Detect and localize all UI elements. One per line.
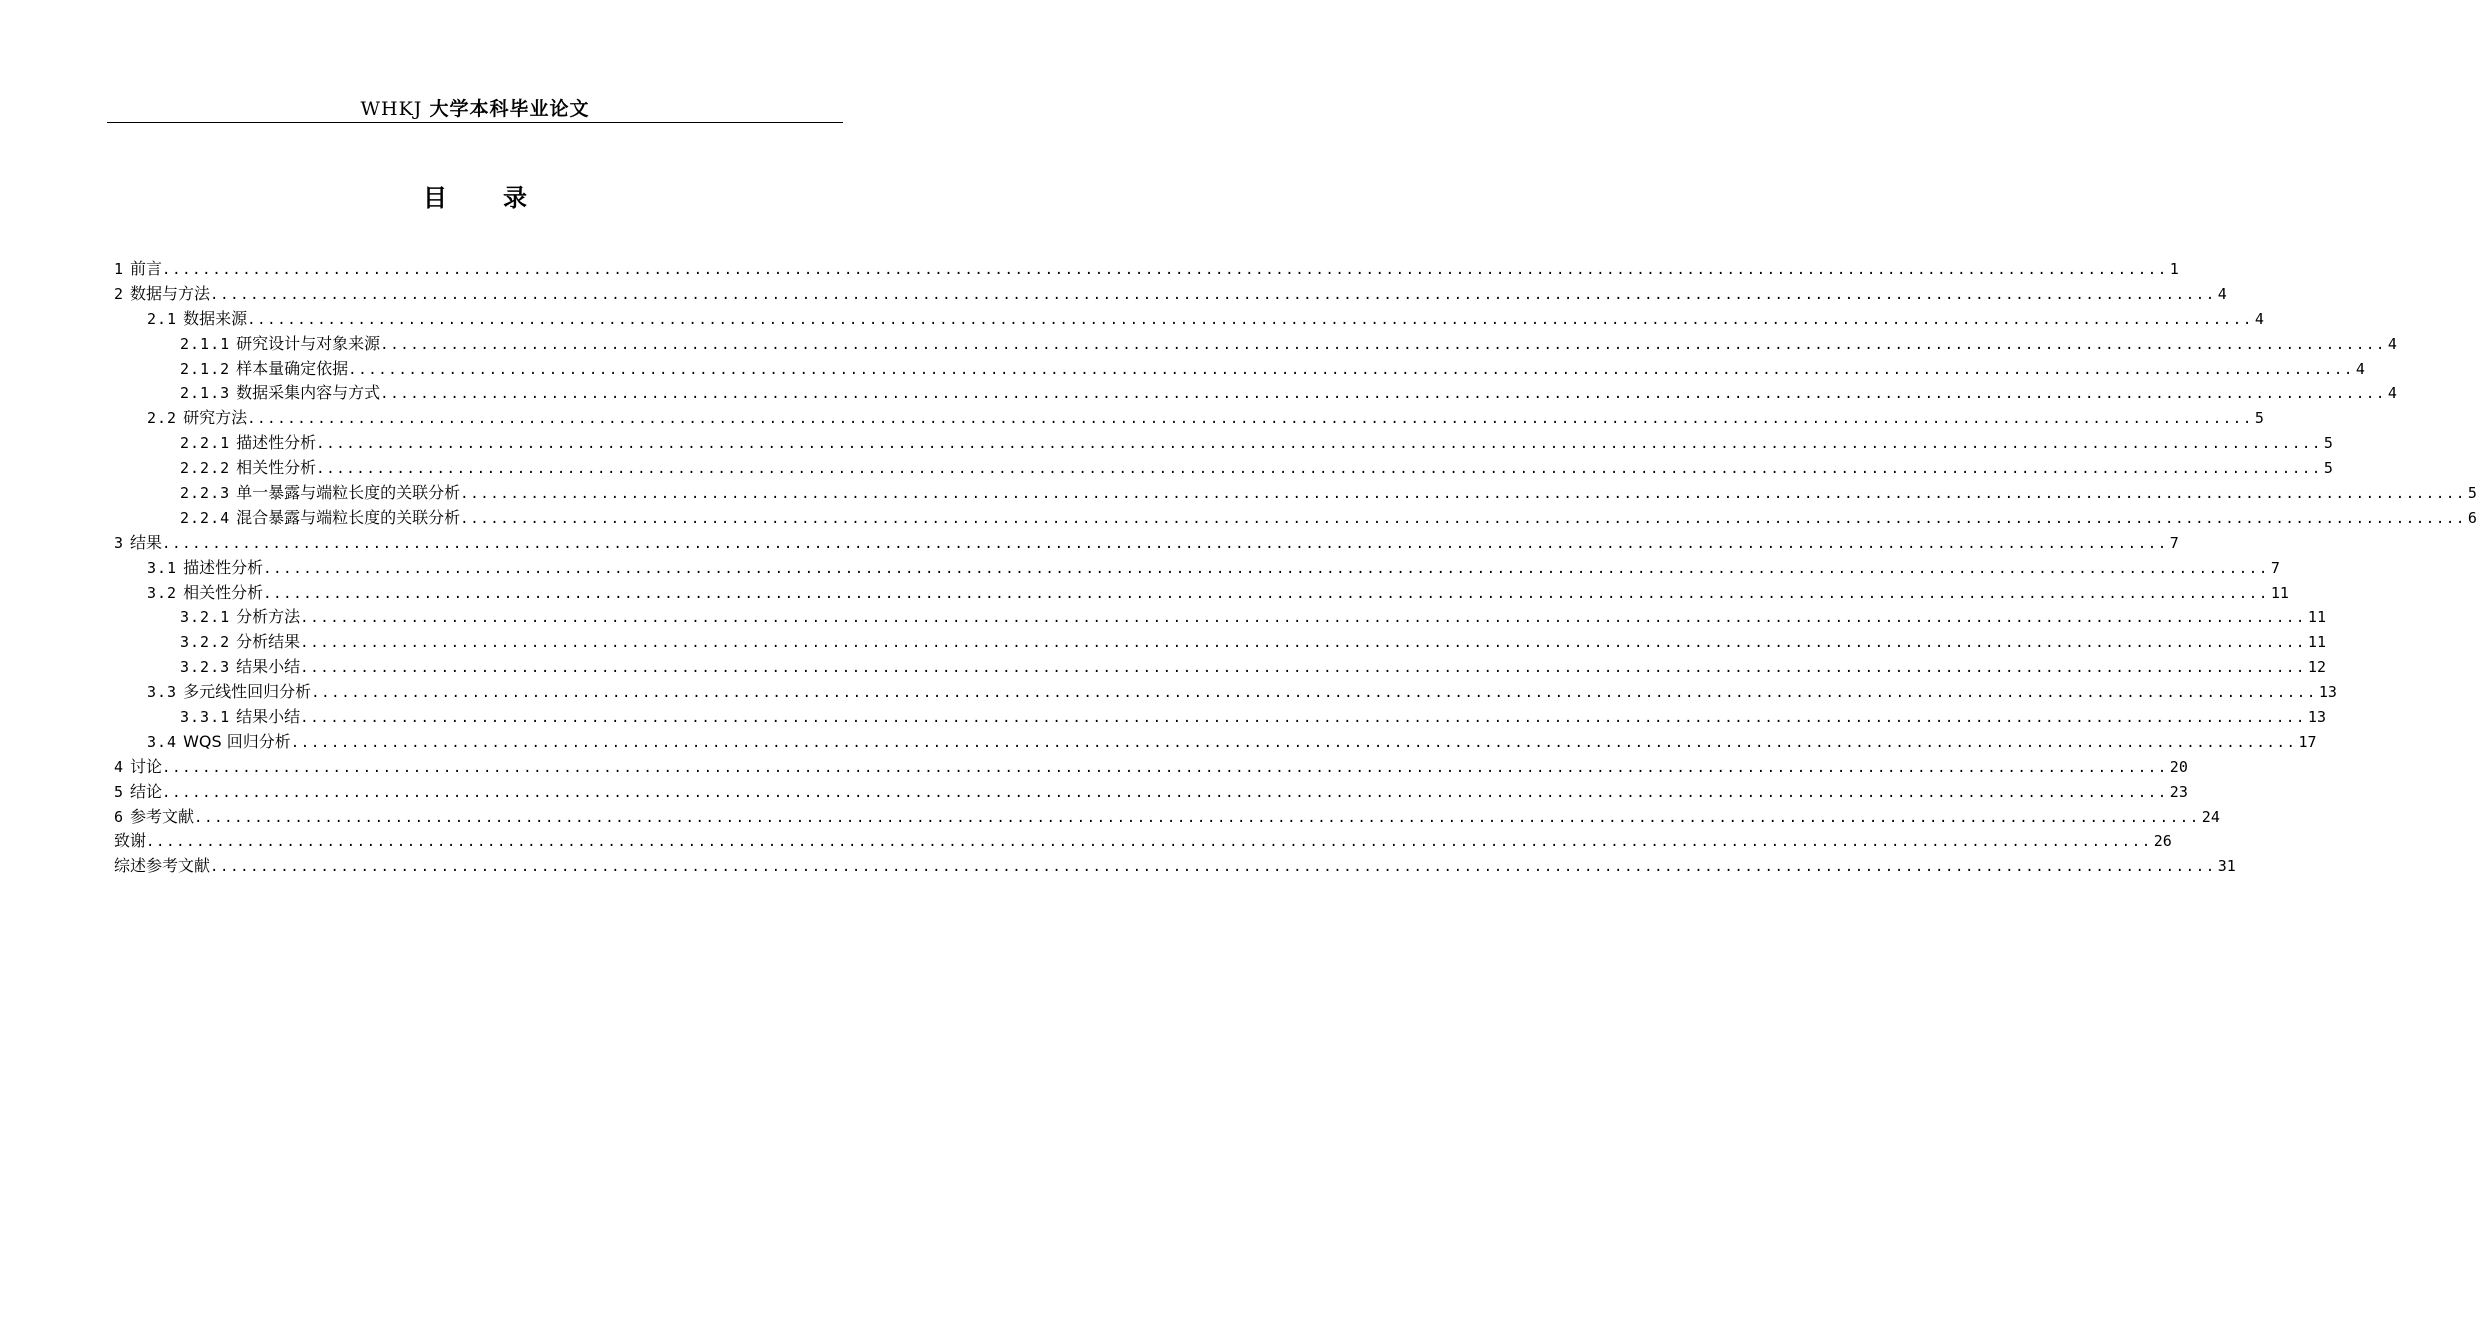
toc-dot-leader: ........................................................................................................................................................................................................ — [300, 635, 2306, 652]
toc-entry-label: 数据与方法 — [130, 283, 211, 303]
toc-dot-leader: ........................................................................................................................................................................................................ — [290, 734, 2297, 751]
toc-entry[interactable] — [114, 381, 2397, 406]
toc-dot-leader: ........................................................................................................................................................................................................ — [162, 262, 2168, 278]
toc-entry-number: 2.2.3 — [180, 484, 231, 503]
toc-dot-leader: ........................................................................................................................................................................................................ — [348, 361, 2354, 378]
toc-entry[interactable] — [114, 406, 2264, 431]
toc-entry-page: 4 — [2217, 284, 2227, 303]
toc-entry[interactable] — [114, 481, 2477, 506]
toc-entry-page: 31 — [2217, 857, 2236, 876]
toc-entry-number: 2.2.1 — [180, 434, 231, 453]
toc-dot-leader: ........................................................................................................................................................................................................ — [380, 336, 2386, 353]
toc-entry-label: 描述性分析 — [183, 557, 264, 577]
toc-dot-leader: ........................................................................................................................................................................................................ — [247, 311, 2253, 328]
toc-dot-leader: ........................................................................................................................................................................................................ — [146, 834, 2152, 851]
toc-entry-page: 4 — [2387, 384, 2397, 403]
toc-dot-leader: ........................................................................................................................................................................................................ — [247, 411, 2253, 428]
header-university-name: 大学本科毕业论文 — [429, 98, 590, 120]
toc-entry[interactable] — [114, 581, 2289, 606]
toc-entry-page: 20 — [2169, 757, 2188, 776]
toc-entry[interactable] — [114, 829, 2172, 854]
toc-entry[interactable] — [114, 456, 2333, 481]
toc-entry-number: 2.2 — [147, 409, 178, 428]
toc-entry[interactable] — [114, 332, 2397, 357]
toc-entry[interactable] — [114, 730, 2317, 755]
toc-entry[interactable] — [114, 506, 2477, 531]
toc-entry-label: 参考文献 — [130, 806, 195, 826]
toc-entry-page: 5 — [2323, 459, 2333, 478]
toc-entry-page: 26 — [2153, 832, 2172, 851]
toc-dot-leader: ........................................................................................................................................................................................................ — [380, 386, 2386, 403]
toc-entry-page: 5 — [2254, 409, 2264, 428]
toc-entry-page: 5 — [2467, 484, 2477, 503]
toc-entry-label: 结论 — [130, 781, 163, 801]
toc-entry-page: 6 — [2467, 508, 2477, 527]
toc-entry-label: 分析结果 — [236, 632, 301, 652]
toc-entry-label: 样本量确定依据 — [236, 358, 349, 378]
toc-entry[interactable] — [114, 680, 2337, 705]
toc-entry[interactable] — [114, 805, 2220, 830]
toc-entry-label: 单一暴露与端粒长度的关联分析 — [236, 483, 461, 503]
toc-entry-label: 研究设计与对象来源 — [236, 333, 381, 353]
toc-entry[interactable] — [114, 780, 2188, 805]
toc-entry[interactable] — [114, 431, 2333, 456]
toc-entry-page: 7 — [2169, 533, 2179, 552]
toc-entry-number: 2.2.4 — [180, 508, 231, 527]
toc-dot-leader: ........................................................................................................................................................................................................ — [210, 286, 2216, 303]
toc-entry-number: 3 — [114, 533, 125, 552]
toc-entry-page: 4 — [2355, 359, 2365, 378]
toc-entry-number: 6 — [114, 807, 125, 826]
toc-dot-leader: ........................................................................................................................................................................................................ — [210, 859, 2216, 876]
toc-entry-page: 11 — [2270, 583, 2289, 602]
toc-entry-page: 13 — [2307, 708, 2326, 727]
toc-entry-number: 3.3 — [147, 683, 178, 702]
header-rule — [107, 122, 843, 123]
toc-entry-label: 数据采集内容与方式 — [236, 383, 381, 403]
toc-entry-label: 讨论 — [130, 756, 163, 776]
toc-entry-page: 13 — [2318, 683, 2337, 702]
toc-title-right: 录 — [503, 184, 527, 212]
toc-entry[interactable] — [114, 556, 2280, 581]
toc-entry-number: 3.2 — [147, 583, 178, 602]
toc-entry[interactable] — [114, 257, 2179, 282]
toc-entry[interactable] — [114, 705, 2326, 730]
toc-entry-number: 3.1 — [147, 558, 178, 577]
toc-entry-number: 5 — [114, 782, 125, 801]
toc-entry-page: 11 — [2307, 633, 2326, 652]
toc-entry-label: 多元线性回归分析 — [183, 682, 312, 702]
toc-entry-page: 5 — [2323, 434, 2333, 453]
toc-dot-leader: ........................................................................................................................................................................................................ — [300, 610, 2306, 627]
toc-entry-label: WQS 回归分析 — [183, 731, 291, 751]
table-of-contents — [114, 257, 2477, 879]
toc-entry-label: 结果小结 — [236, 707, 301, 727]
toc-entry[interactable] — [114, 655, 2326, 680]
toc-dot-leader: ........................................................................................................................................................................................................ — [162, 535, 2168, 552]
toc-dot-leader: ........................................................................................................................................................................................................ — [162, 759, 2168, 776]
toc-dot-leader: ........................................................................................................................................................................................................ — [162, 784, 2168, 801]
toc-entry[interactable] — [114, 854, 2236, 879]
toc-entry[interactable] — [114, 282, 2227, 307]
toc-title — [108, 180, 842, 216]
toc-entry-label: 致谢 — [114, 831, 147, 851]
toc-entry-page: 12 — [2307, 658, 2326, 677]
toc-entry-number: 3.3.1 — [180, 708, 231, 727]
toc-entry-number: 1 — [114, 260, 125, 278]
toc-entry-number: 3.2.1 — [180, 608, 231, 627]
toc-dot-leader: ........................................................................................................................................................................................................ — [460, 510, 2466, 527]
toc-entry-label: 相关性分析 — [183, 582, 264, 602]
toc-entry-page: 4 — [2387, 334, 2397, 353]
toc-entry-page: 11 — [2307, 608, 2326, 627]
toc-entry-label: 结果小结 — [236, 657, 301, 677]
toc-entry-number: 2.1 — [147, 309, 178, 328]
toc-entry-label: 相关性分析 — [236, 458, 317, 478]
toc-entry-label: 数据来源 — [183, 308, 248, 328]
toc-entry[interactable] — [114, 307, 2264, 332]
toc-entry-label: 综述参考文献 — [114, 856, 211, 876]
toc-entry-number: 3.2.2 — [180, 633, 231, 652]
toc-entry-page: 4 — [2254, 309, 2264, 328]
toc-entry-number: 3.4 — [147, 732, 178, 751]
toc-entry-page: 17 — [2298, 732, 2317, 751]
toc-entry-number: 2.1.2 — [180, 359, 231, 378]
toc-dot-leader: ........................................................................................................................................................................................................ — [316, 461, 2322, 478]
toc-entry-number: 2.1.1 — [180, 334, 231, 353]
toc-entry[interactable] — [114, 755, 2188, 780]
toc-entry-label: 结果 — [130, 532, 163, 552]
running-header — [108, 96, 842, 122]
toc-entry[interactable] — [114, 605, 2326, 630]
toc-entry[interactable] — [114, 357, 2365, 382]
toc-dot-leader: ........................................................................................................................................................................................................ — [311, 685, 2317, 702]
toc-entry-label: 研究方法 — [183, 408, 248, 428]
toc-entry-page: 7 — [2270, 558, 2280, 577]
toc-dot-leader: ........................................................................................................................................................................................................ — [300, 660, 2306, 677]
toc-entry-label: 分析方法 — [236, 607, 301, 627]
toc-entry[interactable] — [114, 630, 2326, 655]
toc-entry-page: 1 — [2169, 260, 2179, 278]
toc-entry-number: 2.2.2 — [180, 459, 231, 478]
toc-entry-page: 23 — [2169, 782, 2188, 801]
toc-dot-leader: ........................................................................................................................................................................................................ — [194, 809, 2200, 826]
toc-entry-number: 2.1.3 — [180, 384, 231, 403]
toc-entry-label: 前言 — [130, 259, 163, 278]
toc-title-left: 目 — [423, 184, 447, 212]
toc-dot-leader: ........................................................................................................................................................................................................ — [460, 486, 2466, 503]
toc-entry-label: 混合暴露与端粒长度的关联分析 — [236, 507, 461, 527]
toc-entry-label: 描述性分析 — [236, 433, 317, 453]
toc-entry-number: 3.2.3 — [180, 658, 231, 677]
toc-entry[interactable] — [114, 531, 2179, 556]
toc-entry-page: 24 — [2201, 807, 2220, 826]
header-prefix: WHKJ — [360, 98, 423, 120]
toc-dot-leader: ........................................................................................................................................................................................................ — [263, 560, 2269, 577]
toc-entry-number: 2 — [114, 284, 125, 303]
toc-dot-leader: ........................................................................................................................................................................................................ — [316, 436, 2322, 453]
toc-dot-leader: ........................................................................................................................................................................................................ — [300, 710, 2306, 727]
toc-dot-leader: ........................................................................................................................................................................................................ — [263, 585, 2269, 602]
toc-entry-number: 4 — [114, 757, 125, 776]
